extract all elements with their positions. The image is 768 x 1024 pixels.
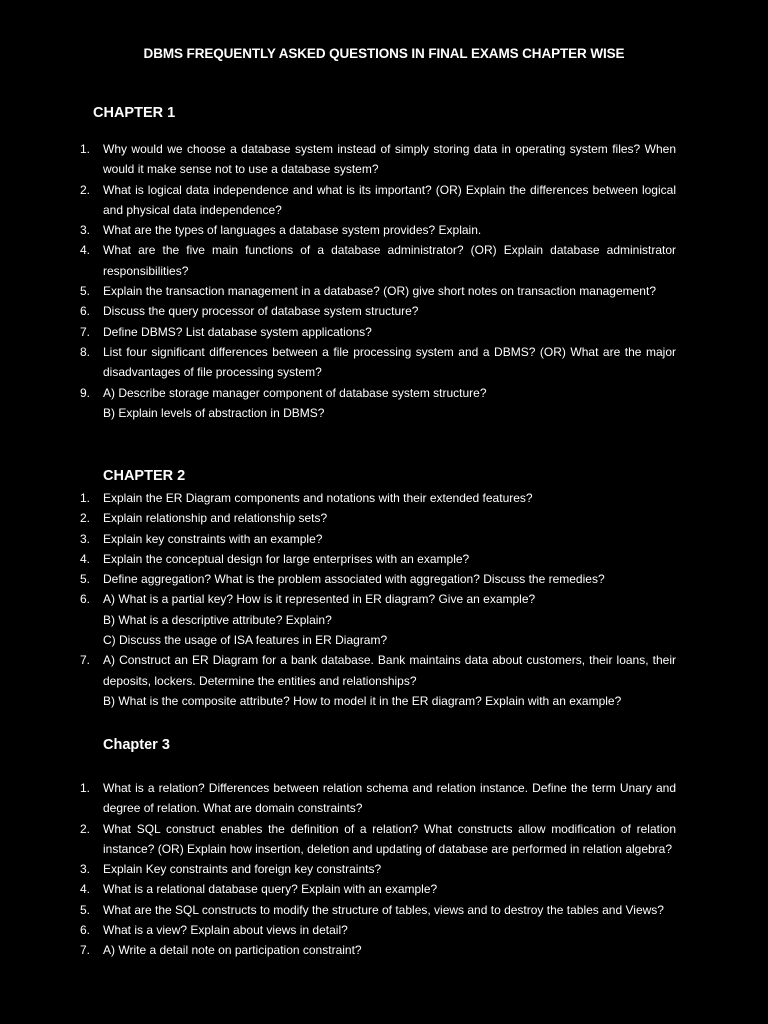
question-number: 5. [80, 902, 91, 917]
question-item [0, 940, 768, 960]
page-title: DBMS FREQUENTLY ASKED QUESTIONS IN FINAL EXAMS CHAPTER WISE [143, 46, 625, 61]
question-text: Explain Key constraints and foreign key constraints? [103, 862, 382, 877]
question-text: What is a relational database query? Explain with an example? [103, 882, 438, 897]
question-item [0, 589, 768, 650]
question-number: 4. [80, 243, 91, 258]
question-subpart: B) What is a descriptive attribute? Explain? [103, 612, 332, 627]
question-text: What is a view? Explain about views in detail? [103, 923, 348, 938]
question-item [0, 900, 768, 920]
question-number: 2. [80, 182, 91, 197]
question-item [0, 139, 768, 180]
question-item [0, 220, 768, 240]
question-number: 3. [80, 531, 91, 546]
question-text: What are the SQL constructs to modify the structure of tables, views and to destroy the tables and Views? [103, 902, 664, 917]
question-number: 7. [80, 653, 91, 668]
question-item [0, 819, 768, 860]
question-item [0, 180, 768, 221]
chapter-1-heading: CHAPTER 1 [93, 105, 176, 121]
question-number: 3. [80, 223, 91, 238]
question-text: What SQL construct enables the definition of a relation? What constructs allow modification of relation instance? (OR) Explain how insertion, deletion and updating of database are performed in relation algebra? [103, 821, 676, 856]
question-item [0, 281, 768, 301]
question-item [0, 301, 768, 321]
question-number: 5. [80, 572, 91, 587]
question-item [0, 383, 768, 424]
chapter-1-question-list [0, 139, 768, 423]
question-number: 4. [80, 551, 91, 566]
question-number: 1. [80, 142, 91, 156]
chapter-2-heading: CHAPTER 2 [103, 468, 186, 484]
question-text: Define DBMS? List database system applications? [103, 324, 372, 339]
question-item [0, 342, 768, 383]
question-item [0, 322, 768, 342]
question-subpart: B) Explain levels of abstraction in DBMS? [103, 405, 325, 420]
question-subpart: A) What is a partial key? How is it represented in ER diagram? Give an example? [103, 592, 536, 607]
question-number: 6. [80, 304, 91, 319]
question-number: 1. [80, 781, 91, 795]
question-item [0, 508, 768, 528]
question-item [0, 920, 768, 940]
question-text: What are the five main functions of a database administrator? (OR) Explain database administrator responsibilities? [103, 243, 676, 278]
question-number: 7. [80, 324, 91, 339]
question-number: 2. [80, 511, 91, 526]
question-number: 3. [80, 862, 91, 877]
question-text: A) Write a detail note on participation constraint? [103, 943, 362, 958]
question-text: Why would we choose a database system instead of simply storing data in operating system files? When would it make sense not to use a database system? [103, 142, 676, 177]
question-text: Explain relationship and relationship sets? [103, 511, 328, 526]
question-item [0, 778, 768, 819]
question-item [0, 650, 768, 711]
question-subpart: A) Construct an ER Diagram for a bank database. Bank maintains data about customers, their loans, their deposits, lockers. Determine the entities and relationships? [103, 653, 676, 688]
question-number: 9. [80, 385, 91, 400]
question-item [0, 569, 768, 589]
question-number: 6. [80, 592, 91, 607]
chapter-3-heading: Chapter 3 [103, 737, 170, 753]
question-item [0, 488, 768, 508]
question-text: Define aggregation? What is the problem associated with aggregation? Discuss the remedies? [103, 572, 605, 587]
question-number: 6. [80, 923, 91, 938]
question-text: Explain the transaction management in a database? (OR) give short notes on transaction management? [103, 284, 656, 299]
question-item [0, 859, 768, 879]
question-number: 5. [80, 284, 91, 299]
chapter-2-question-list [0, 488, 768, 711]
question-item [0, 879, 768, 899]
question-subpart: A) Describe storage manager component of database system structure? [103, 385, 487, 400]
question-subpart: C) Discuss the usage of ISA features in ER Diagram? [103, 633, 388, 648]
question-text: What is logical data independence and what is its important? (OR) Explain the differences between logical and physical data independence? [103, 182, 676, 217]
chapter-3-question-list [0, 778, 768, 961]
question-text: Explain the conceptual design for large enterprises with an example? [103, 551, 470, 566]
question-text: What is a relation? Differences between relation schema and relation instance. Define the term Unary and degree of relation. What are domain constraints? [103, 781, 676, 816]
question-number: 7. [80, 943, 91, 958]
question-number: 1. [80, 491, 91, 505]
question-text: List four significant differences between a file processing system and a DBMS? (OR) What are the major disadvantages of file processing system? [103, 344, 676, 380]
question-text: What are the types of languages a database system provides? Explain. [103, 223, 482, 238]
question-number: 2. [80, 821, 91, 836]
question-item [0, 549, 768, 569]
question-number: 4. [80, 882, 91, 897]
question-item [0, 240, 768, 281]
question-text: Explain key constraints with an example? [103, 531, 323, 546]
question-text: Discuss the query processor of database system structure? [103, 304, 419, 319]
question-number: 8. [80, 344, 91, 359]
question-text: Explain the ER Diagram components and notations with their extended features? [103, 491, 533, 505]
question-item [0, 529, 768, 549]
question-subpart: B) What is the composite attribute? How to model it in the ER diagram? Explain with an example? [103, 693, 622, 708]
